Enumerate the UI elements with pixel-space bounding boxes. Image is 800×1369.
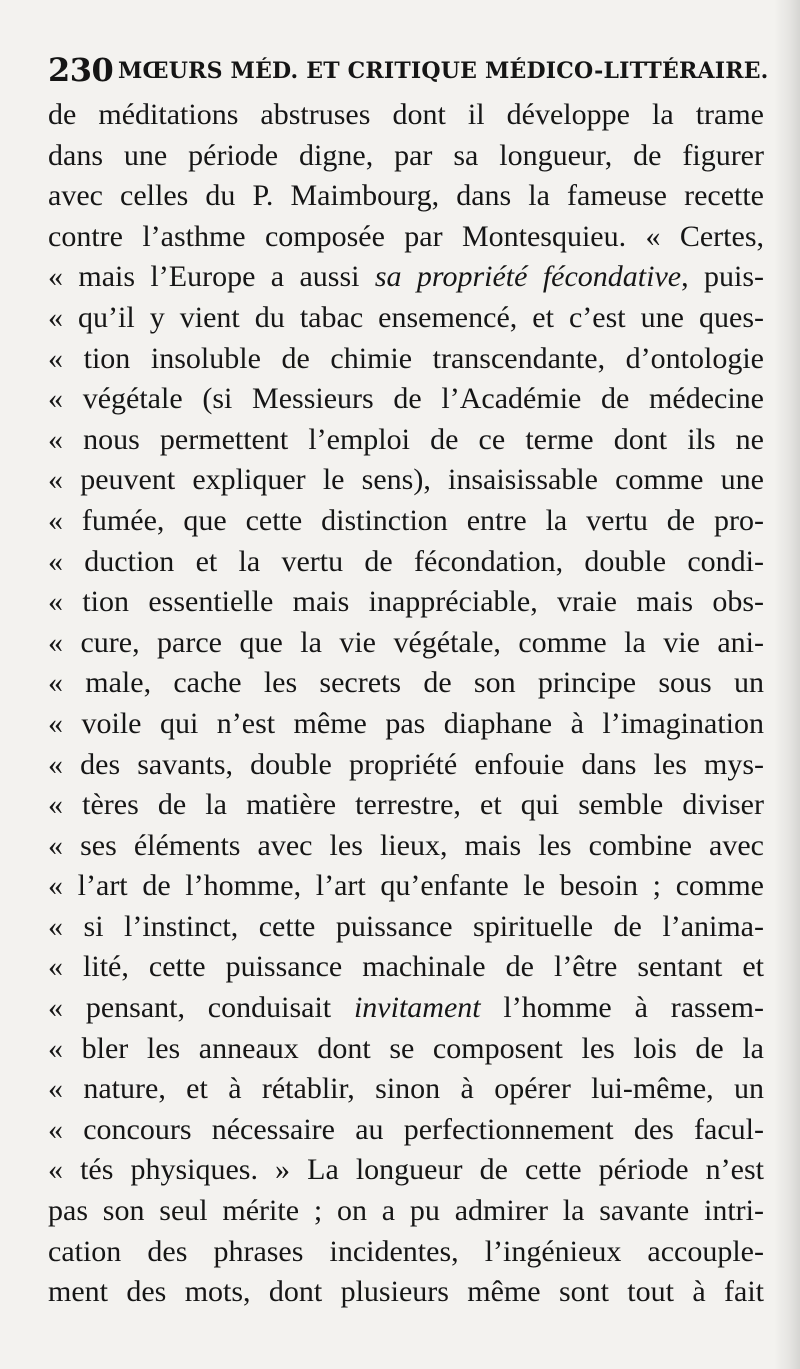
text-segment: « bler les anneaux dont se composent les lois de la xyxy=(48,1031,764,1065)
text-segment: « male, cache les secrets de son principe sous un xyxy=(48,666,764,700)
text-segment: « ses éléments avec les lieux, mais les combine avec xyxy=(48,828,764,862)
text-segment: « voile qui n’est même pas diaphane à l’imagination xyxy=(48,706,764,740)
text-line xyxy=(48,1232,764,1273)
text-segment: « cure, parce que la vie végétale, comme la vie ani- xyxy=(48,625,764,659)
text-line xyxy=(48,1150,764,1191)
text-segment: contre l’asthme composée par Montesquieu. « Certes, xyxy=(48,219,764,253)
text-line xyxy=(48,1110,764,1151)
text-line xyxy=(48,1191,764,1232)
text-segment: « végétale (si Messieurs de l’Académie de médecine xyxy=(48,382,764,416)
text-line xyxy=(48,947,764,988)
text-line xyxy=(48,176,764,217)
text-line xyxy=(48,95,764,136)
text-segment: ment des mots, dont plusieurs même sont tout à fait xyxy=(48,1275,764,1309)
text-line xyxy=(48,420,764,461)
page-edge-shadow xyxy=(774,0,800,1369)
italic-phrase: sa propriété fécondative xyxy=(374,260,682,294)
text-segment: dans une période digne, par sa longueur, de figurer xyxy=(48,138,764,172)
text-segment: « peuvent expliquer le sens), insaisissable comme une xyxy=(48,463,764,497)
text-segment: « concours nécessaire au perfectionnement des facul- xyxy=(48,1112,764,1146)
running-head: MŒURS MÉD. ET CRITIQUE MÉDICO-LITTÉRAIRE. xyxy=(118,58,769,84)
text-line xyxy=(48,826,764,867)
text-segment: « si l’instinct, cette puissance spirituelle de l’anima- xyxy=(48,909,764,943)
text-segment: avec celles du P. Maimbourg, dans la fameuse recette xyxy=(48,179,764,213)
text-segment: l’homme à rassem- xyxy=(480,991,765,1025)
text-segment: « lité, cette puissance machinale de l’être sentant et xyxy=(48,950,764,984)
text-segment: « pensant, conduisait xyxy=(48,991,354,1025)
text-segment: pas son seul mérite ; on a pu admirer la savante intri- xyxy=(48,1194,764,1228)
text-line xyxy=(48,1272,764,1313)
text-line xyxy=(48,785,764,826)
text-segment: « fumée, que cette distinction entre la vertu de pro- xyxy=(48,503,764,537)
text-line xyxy=(48,136,764,177)
text-segment: « tés physiques. » La longueur de cette période n’est xyxy=(48,1153,764,1187)
text-line xyxy=(48,704,764,745)
text-line xyxy=(48,1029,764,1070)
page-number: 230 xyxy=(48,51,114,89)
text-segment: de méditations abstruses dont il développe la trame xyxy=(48,98,764,131)
text-line xyxy=(48,907,764,948)
page-header xyxy=(48,50,768,90)
text-segment: « mais l’Europe a aussi xyxy=(48,260,375,294)
text-line xyxy=(48,623,764,664)
text-segment: « tion essentielle mais inappréciable, vraie mais obs- xyxy=(48,585,764,619)
body-text xyxy=(48,95,764,1313)
text-line xyxy=(48,217,764,258)
text-segment: « l’art de l’homme, l’art qu’enfante le besoin ; comme xyxy=(48,869,764,903)
text-line xyxy=(48,988,764,1029)
text-segment: « nous permettent l’emploi de ce terme dont ils ne xyxy=(48,422,764,456)
text-line xyxy=(48,501,764,542)
text-line xyxy=(48,1069,764,1110)
text-segment: , puis- xyxy=(681,260,764,294)
text-line xyxy=(48,582,764,623)
text-line xyxy=(48,460,764,501)
text-line xyxy=(48,298,764,339)
text-line xyxy=(48,339,764,380)
text-line xyxy=(48,379,764,420)
text-segment: « duction et la vertu de fécondation, double condi- xyxy=(48,544,764,578)
text-line xyxy=(48,663,764,704)
text-segment: cation des phrases incidentes, l’ingénieux accouple- xyxy=(48,1234,764,1268)
italic-phrase: invitament xyxy=(353,991,481,1025)
text-segment: « tion insoluble de chimie transcendante, d’ontologie xyxy=(48,341,764,375)
text-line xyxy=(48,257,764,298)
text-segment: « des savants, double propriété enfouie dans les mys- xyxy=(48,747,764,781)
text-segment: « tères de la matière terrestre, et qui semble diviser xyxy=(48,788,764,822)
text-line xyxy=(48,542,764,583)
text-segment: « nature, et à rétablir, sinon à opérer lui-même, un xyxy=(48,1072,764,1106)
text-line xyxy=(48,745,764,786)
text-line xyxy=(48,866,764,907)
text-segment: « qu’il y vient du tabac ensemencé, et c’est une ques- xyxy=(48,300,764,334)
